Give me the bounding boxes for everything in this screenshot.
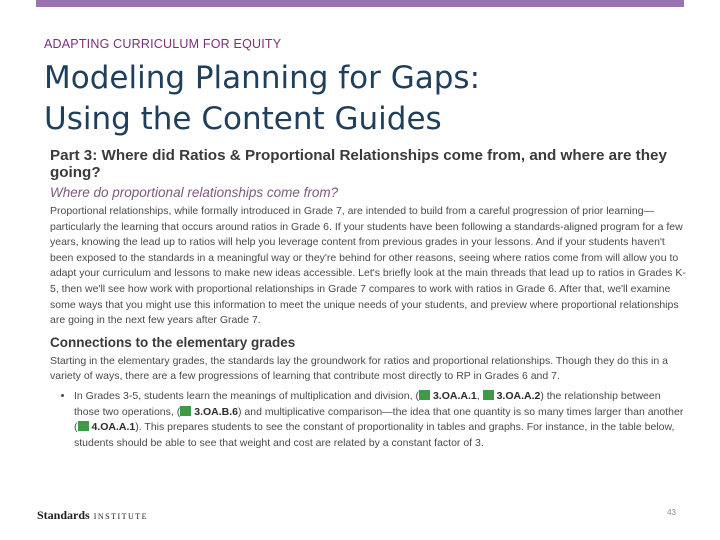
top-accent-bar <box>36 0 684 7</box>
content-guide-excerpt <box>44 142 694 476</box>
logo-main: Standards <box>37 508 90 522</box>
standard-badge: 4.OA.A.1 <box>78 420 136 436</box>
section-eyebrow: ADAPTING CURRICULUM FOR EQUITY <box>44 37 282 51</box>
standard-badge: 3.OA.B.6 <box>180 405 238 421</box>
bullet-text-3: and multiplicative comparison—the idea that one quantity is so many times larger than another <box>244 405 684 418</box>
standard-badge: 3.OA.A.1 <box>419 389 477 405</box>
page-number: 43 <box>667 508 676 517</box>
excerpt-paragraph: Proportional relationships, while formally introduced in Grade 7, are intended to build from a careful progression of prior learning—particularly the learning that occurs around ratios in Grade 6. If your students have been following a standards-aligned program for a few years, knowing the lead up to ratios will help you leverage content from previous grades in your lessons. And if your students haven't been exposed to the standards in a meaningful way or they're behind for other reasons, seeing where ratios come from will allow you to adapt your curriculum and lessons to make new ideas accessible. Let's briefly look at the main threads that lead up to ratios in Grades K-5, then we'll see how work with proportional relationships in Grade 7 compares to work with ratios in Grade 6. After that, we'll examine some ways that you might use this information to meet the unique needs of your students, and preview where proportional relationships are going in the next few years after Grade 7. <box>50 205 686 327</box>
section-heading: Connections to the elementary grades <box>50 334 296 350</box>
excerpt-heading: Part 3: Where did Ratios & Proportional Relationships come from, and where are they going? <box>50 147 667 181</box>
bullet-text-4: This prepares students to see the constant of proportionality in tables and graphs. For instance, in the table below, students should be able to see that weight and cost are related by a constant factor of 3. <box>74 421 675 449</box>
standard-badge: 3.OA.A.2 <box>483 389 541 405</box>
bullet-text-2: the relationship between those two operations, <box>74 389 661 418</box>
standards-institute-logo <box>37 506 148 524</box>
title-line-1: Modeling Planning for Gaps: <box>44 60 481 96</box>
logo-sub: INSTITUTE <box>93 512 149 521</box>
section-paragraph: Starting in the elementary grades, the standards lay the groundwork for ratios and proportional relationships. Though they do this in a variety of ways, there are a few progressions of learning that contribute most directly to RP in Grades 6 and 7. <box>50 354 668 383</box>
list-item: • In Grades 3-5, students learn the meanings of multiplication and division, ( 3.OA.A.1, 3.OA.A.2) the relationship between those two operations, ( 3.OA.B.6) and multiplicative comparison—the idea that one quantity is so many times larger than another ( 4.OA.A.1). This prepares students to see the constant of proportionality in tables and graphs. For instance, in the table below, students should be able to see that weight and cost are related by a constant factor of 3. <box>74 389 686 451</box>
bullet-list <box>50 389 686 451</box>
excerpt-subheading: Where do proportional relationships come from? <box>50 185 339 200</box>
bullet-text-1: In Grades 3-5, students learn the meanings of multiplication and division, <box>74 389 413 402</box>
title-line-2: Using the Content Guides <box>44 101 442 137</box>
slide-title <box>44 58 684 140</box>
